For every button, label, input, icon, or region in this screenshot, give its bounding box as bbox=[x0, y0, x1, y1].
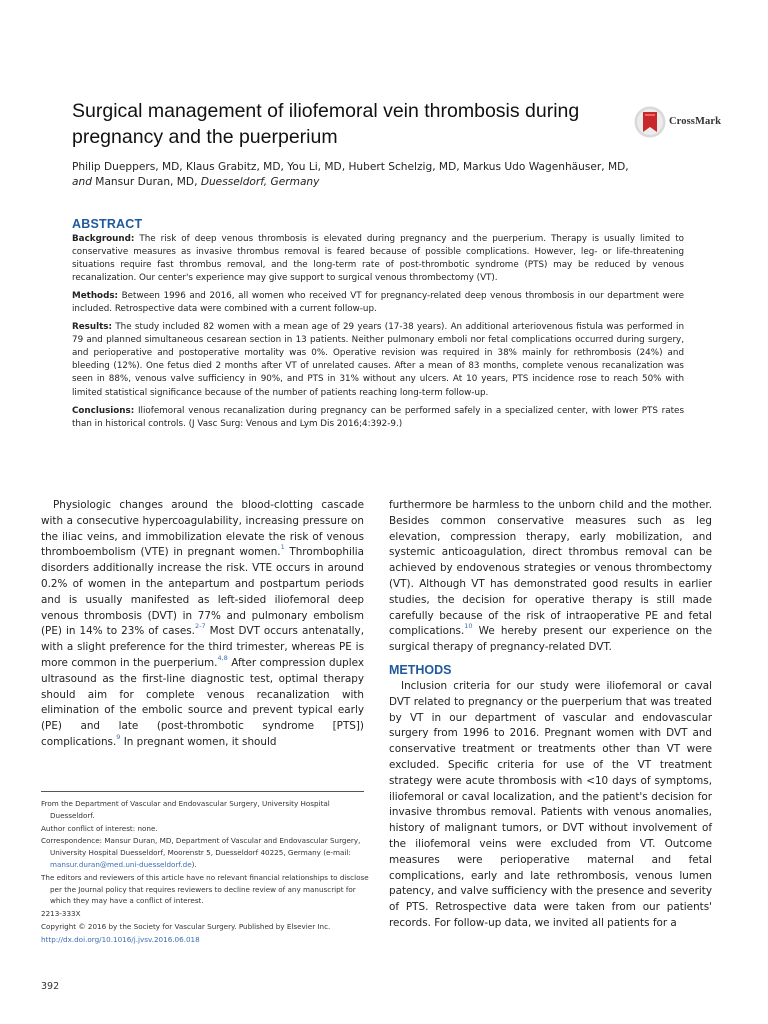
authors-text: Philip Dueppers, MD, Klaus Grabitz, MD, You Li, MD, Hubert Schelzig, MD, Markus Udo Wagenhäuser, MD, bbox=[72, 161, 629, 173]
results-label: Results: bbox=[72, 322, 112, 333]
abstract-heading: ABSTRACT bbox=[72, 217, 143, 231]
methods-paragraph: Inclusion criteria for our study were iliofemoral or caval DVT related to pregnancy or the puerperium that was treated by VT in our department of vascular and endovascular surgery from 1996 to 2016. Pregnant women with DVT and conservative treatment or treatments other than VT were excluded. Specific criteria for use of the VT treatment strategy were acute thrombosis with <10 days of symptoms, iliofemoral or caval localization, and the patient's decision for invasive thrombus removal. Patients with venous anomalies, history of malignant tumors, or DVT without involvement of the iliofemoral veins were excluded from VT. Outcome measures were perioperative maternal and fetal complications, early and late rethrombosis, venous lumen patency, and valve sufficiency with the presence and severity of PTS. Retrospective data were taken from our patients' records. For follow-up data, we invited all patients for a bbox=[389, 679, 712, 929]
intro-text-7: We hereby present our experience on the surgical therapy of pregnancy-related DVT. bbox=[389, 625, 712, 654]
methods-label: Methods: bbox=[72, 291, 119, 302]
abstract-methods bbox=[72, 290, 684, 316]
intro-text-2: Thrombophilia disorders additionally increase the risk. VTE occurs in around 0.2% of women in the antepartum and postpartum periods and is usually manifested as left-sided iliofemoral deep venous thrombosis (DVT) in 77% and pulmonary embolism (PE) in 14% to 23% of cases. bbox=[41, 546, 364, 638]
authors-and: and bbox=[72, 176, 92, 188]
intro-text-6: furthermore be harmless to the unborn child and the mother. Besides common conservative measures such as leg elevation, compression therapy, early mobilization, and systemic anticoagulation, direct thrombus removal can be achieved by endovenous strategies or venous thrombectomy (VT). Although VT has demonstrated good results in earlier studies, the decision for operative therapy is still made carefully because of the risk of intraoperative PE and fetal complications. bbox=[389, 499, 712, 638]
methods-text: Between 1996 and 2016, all women who received VT for pregnancy-related deep venous thrombosis in our department were included. Retrospective data were combined with a current follow-up. bbox=[72, 291, 684, 315]
results-text: The study included 82 women with a mean age of 29 years (17-38 years). An additional arteriovenous fistula was performed in 79 and planned simultaneous cesarean section in 13 patients. Neither pulmonary emboli nor fetal complications occurred during surgery, and perioperative and postoperative mortality was 0%. Operative revision was required in 38% mainly for rethrombosis (24%) and bleeding (12%). One fetus died 2 months after VT of unrelated causes. After a mean of 83 months, complete venous recanalization was seen in 88%, venous valve sufficiency in 90%, and PTS in 31% without any ulcers. At 10 years, PTS incidence rose to reach 50% with limited statistical significance because of the number of patients reaching long-term follow-up. bbox=[72, 322, 684, 398]
intro-text-1: Physiologic changes around the blood-clotting cascade with a consecutive hypercoagulability, increasing pressure on the iliac veins, and immobilization elevate the risk of venous thromboembolism (VTE) in pregnant women. bbox=[41, 499, 364, 559]
conclusions-label: Conclusions: bbox=[72, 405, 135, 416]
body-column-left bbox=[41, 498, 364, 751]
intro-text-5: In pregnant women, it should bbox=[120, 735, 277, 748]
article-title: Surgical management of iliofemoral vein thrombosis during pregnancy and the puerperium bbox=[72, 100, 580, 148]
intro-continuation bbox=[389, 498, 712, 656]
abstract-results bbox=[72, 321, 684, 399]
footnote-editors: The editors and reviewers of this article have no relevant financial relationships to disclose per the Journal policy that requires reviewers to decline review of any manuscript for which they may have a conflict of interest. bbox=[41, 872, 369, 906]
correspondence-end: ). bbox=[191, 859, 197, 869]
doi-link[interactable]: http://dx.doi.org/10.1016/j.jvsv.2016.06.018 bbox=[41, 934, 200, 944]
conclusions-text: Iliofemoral venous recanalization during pregnancy can be performed safely in a specialized center, with lower PTS rates than in historical controls. (J Vasc Surg: Venous and Lym Dis 2016;4:392-9.) bbox=[72, 405, 684, 429]
citation-link[interactable]: 1 bbox=[280, 543, 285, 552]
correspondence-text: Correspondence: Mansur Duran, MD, Department of Vascular and Endovascular Surgery, University Hospital Duesseldorf, Moorenstr 5, Duesseldorf 40225, Germany (e-mail: bbox=[41, 836, 361, 858]
footnote-copyright: Copyright © 2016 by the Society for Vascular Surgery. Published by Elsevier Inc. bbox=[41, 921, 331, 931]
crossmark-label: CrossMark bbox=[669, 116, 722, 127]
background-label: Background: bbox=[72, 234, 135, 244]
footnote-coi: Author conflict of interest: none. bbox=[41, 823, 158, 833]
footnote-divider bbox=[41, 791, 364, 792]
intro-text-3: Most DVT occurs antenatally, with a slight preference for the third trimester, whereas PE is more common in the puerperium. bbox=[41, 625, 365, 669]
crossmark-icon bbox=[634, 105, 666, 139]
citation-link[interactable]: 4,8 bbox=[217, 653, 228, 662]
crossmark-badge[interactable] bbox=[634, 105, 754, 141]
intro-text-4: After compression duplex ultrasound as the first-line diagnostic test, optimal therapy should aim for complete venous recanalization with elimination of the embolic source and prevent typical early (PE) and late (post-thrombotic syndrome [PTS]) complications. bbox=[41, 656, 364, 748]
footnote-issn: 2213-333X bbox=[41, 909, 81, 919]
citation-link[interactable]: 9 bbox=[116, 732, 121, 741]
citation-link[interactable]: 2-7 bbox=[194, 622, 206, 631]
methods-heading: METHODS bbox=[389, 662, 452, 677]
footnote-correspondence bbox=[41, 835, 371, 870]
author-list bbox=[72, 160, 712, 190]
body-column-right bbox=[389, 498, 712, 932]
authors-location: Duesseldorf, Germany bbox=[200, 176, 320, 188]
abstract-background bbox=[72, 233, 684, 285]
authors-last: Mansur Duran, MD, bbox=[91, 176, 201, 188]
footnotes bbox=[41, 798, 371, 947]
email-link[interactable]: mansur.duran@med.uni-duesseldorf.de bbox=[50, 859, 192, 869]
background-text: The risk of deep venous thrombosis is elevated during pregnancy and the puerperium. Therapy is usually limited to conservative measures as invasive thrombus removal is feared because of possible complications. However, leg- or life-threatening situations require fast thrombus removal, and the long-term rate of post-thrombotic syndrome (PTS) may be reduced by venous recanalization. Our center's experience may give support to surgical venous thrombectomy (VT). bbox=[72, 234, 684, 284]
intro-paragraph bbox=[41, 498, 364, 751]
abstract-block bbox=[72, 233, 684, 436]
abstract-conclusions bbox=[72, 405, 684, 431]
footnote-affiliation: From the Department of Vascular and Endovascular Surgery, University Hospital Duesseldorf. bbox=[41, 799, 330, 820]
page-number: 392 bbox=[41, 981, 60, 992]
citation-link[interactable]: 10 bbox=[464, 622, 473, 631]
